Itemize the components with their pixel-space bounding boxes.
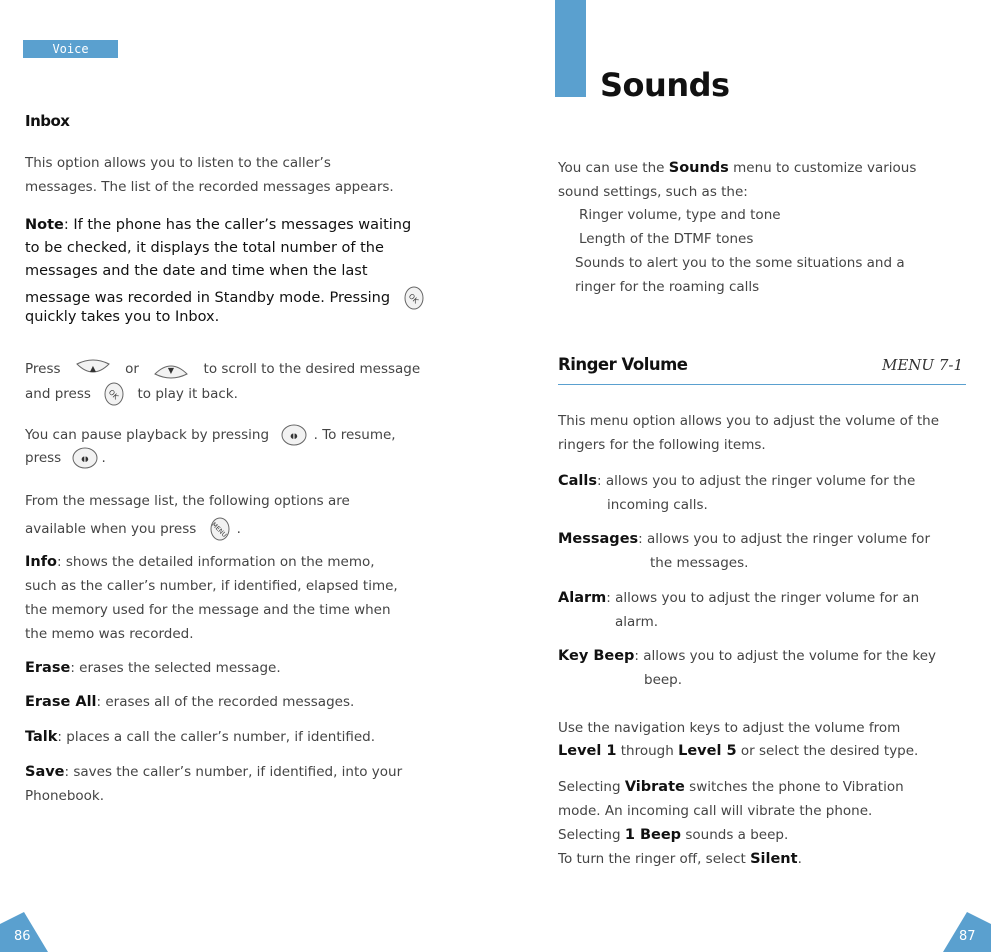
option-term: Erase All [25,694,97,710]
options-intro-1: From the message list, the following options are [25,493,350,509]
option-desc: : saves the caller’s number, if identified, into your [64,764,403,780]
pause-key-icon [279,423,309,447]
title-bar [555,0,586,97]
option-info [25,554,375,570]
item-calls [558,473,915,489]
sounds-intro-2: sound settings, such as the: [558,184,748,200]
nav-line-2 [558,743,918,759]
page-number-left: 86 [14,929,31,944]
svg-text:▲: ▲ [89,364,96,373]
note-line-1 [25,217,411,233]
inbox-intro-1: This option allows you to listen to the caller’s [25,155,331,171]
bullet-1: Ringer volume, type and tone [579,207,781,223]
svg-text:▼: ▼ [168,366,175,375]
resume-text: . To resume, [313,427,396,443]
press-resume-text: press [25,450,62,466]
note-line-5: quickly takes you to Inbox. [25,309,220,325]
option-desc: : places a call the caller’s number, if identified. [57,729,376,745]
intro-text: You can use the [558,160,665,176]
inbox-intro-2: messages. The list of the recorded messages appears. [25,179,394,195]
option-term: Info [25,554,57,570]
silent-term: Silent [750,851,798,867]
level-1-term: Level 1 [558,743,617,759]
item-calls-2: incoming calls. [607,497,708,513]
press-line-2 [25,382,238,406]
option-save [25,764,402,780]
bullet-3: Sounds to alert you to the some situations and a [575,255,905,271]
note-line-2: to be checked, it displays the total number of the [25,240,384,256]
up-key-icon [73,358,113,380]
beep-line [558,827,788,843]
option-talk [25,729,375,745]
bullet-2: Length of the DTMF tones [579,231,754,247]
svg-text:OK: OK [107,388,120,402]
item-alarm [558,590,919,606]
section-title: Ringer Volume [558,355,688,374]
svg-text:◖◗: ◖◗ [80,455,89,463]
svg-text:OK: OK [406,292,420,306]
item-term: Messages [558,531,639,547]
option-info-3: the memory used for the message and the time when [25,602,391,618]
resume-key-icon [70,446,100,470]
ok-key-icon-2 [101,382,127,406]
vibrate-line-2: mode. An incoming call will vibrate the phone. [558,803,873,819]
section-tab-label: Voice [52,42,89,56]
note-label: Note [25,217,64,233]
section-tab [23,40,118,58]
pause-line-2 [25,446,106,470]
silent-line [558,851,802,867]
select-type-text: or select the desired type. [740,743,919,759]
sounds-intro-1 [558,160,916,176]
option-save-2: Phonebook. [25,788,105,804]
note-text-1: : If the phone has the caller’s messages waiting [63,217,412,233]
one-beep-term: 1 Beep [624,827,682,843]
option-info-2: such as the caller’s number, if identified, elapsed time, [25,578,398,594]
resume-period: . [101,450,106,466]
selecting-text: Selecting [558,779,621,795]
option-desc: : erases the selected message. [70,660,281,676]
vibrate-line-1 [558,779,904,795]
vibrate-desc: switches the phone to Vibration [689,779,904,795]
page-number-right: 87 [959,929,976,944]
inbox-heading: Inbox [25,112,70,130]
item-term: Key Beep [558,648,635,664]
vibrate-term: Vibrate [624,779,685,795]
press-line-1 [25,358,420,380]
item-key-beep [558,648,936,664]
through-text: through [620,743,674,759]
options-period: . [236,521,241,537]
item-desc: : allows you to adjust the ringer volume for an [606,590,920,606]
beep-desc: sounds a beep. [685,827,789,843]
menu-key-icon [207,517,233,541]
and-press-text: and press [25,386,91,402]
note-text-4: message was recorded in Standby mode. Pressing [25,290,391,306]
bullet-4: ringer for the roaming calls [575,279,760,295]
selecting-text-2: Selecting [558,827,621,843]
note-line-4 [25,286,427,310]
intro-sounds-term: Sounds [668,160,729,176]
down-key-icon [151,358,191,380]
or-text: or [125,361,139,377]
silent-text: To turn the ringer off, select [558,851,746,867]
level-5-term: Level 5 [678,743,737,759]
item-messages-2: the messages. [650,555,749,571]
pause-text: You can pause playback by pressing [25,427,270,443]
item-messages [558,531,930,547]
option-desc: : shows the detailed information on the memo, [57,554,375,570]
item-desc: : allows you to adjust the ringer volume for [638,531,930,547]
ok-key-icon [401,286,427,310]
note-line-3: messages and the date and time when the last [25,263,368,279]
silent-period: . [797,851,802,867]
option-erase [25,660,281,676]
press-text: Press [25,361,61,377]
item-desc: : allows you to adjust the volume for the key [634,648,937,664]
section-divider [558,384,966,385]
play-back-text: to play it back. [137,386,238,402]
option-info-4: the memo was recorded. [25,626,194,642]
option-term: Talk [25,729,58,745]
svg-text:◖◗: ◖◗ [290,432,299,440]
option-term: Erase [25,660,71,676]
nav-line-1: Use the navigation keys to adjust the volume from [558,720,901,736]
section-intro-1: This menu option allows you to adjust the volume of the [558,413,940,429]
item-term: Alarm [558,590,607,606]
section-menu-label: MENU 7-1 [882,356,963,374]
option-erase-all [25,694,354,710]
item-alarm-2: alarm. [615,614,659,630]
scroll-text: to scroll to the desired message [203,361,421,377]
options-intro-text: available when you press [25,521,197,537]
option-desc: : erases all of the recorded messages. [96,694,355,710]
intro-text-2: menu to customize various [733,160,917,176]
options-intro-2 [25,517,241,541]
option-term: Save [25,764,65,780]
page-title: Sounds [600,66,730,104]
item-key-beep-2: beep. [644,672,683,688]
svg-text:MENU: MENU [209,521,228,539]
item-term: Calls [558,473,597,489]
section-intro-2: ringers for the following items. [558,437,766,453]
item-desc: : allows you to adjust the ringer volume for the [597,473,916,489]
pause-line-1 [25,423,396,447]
